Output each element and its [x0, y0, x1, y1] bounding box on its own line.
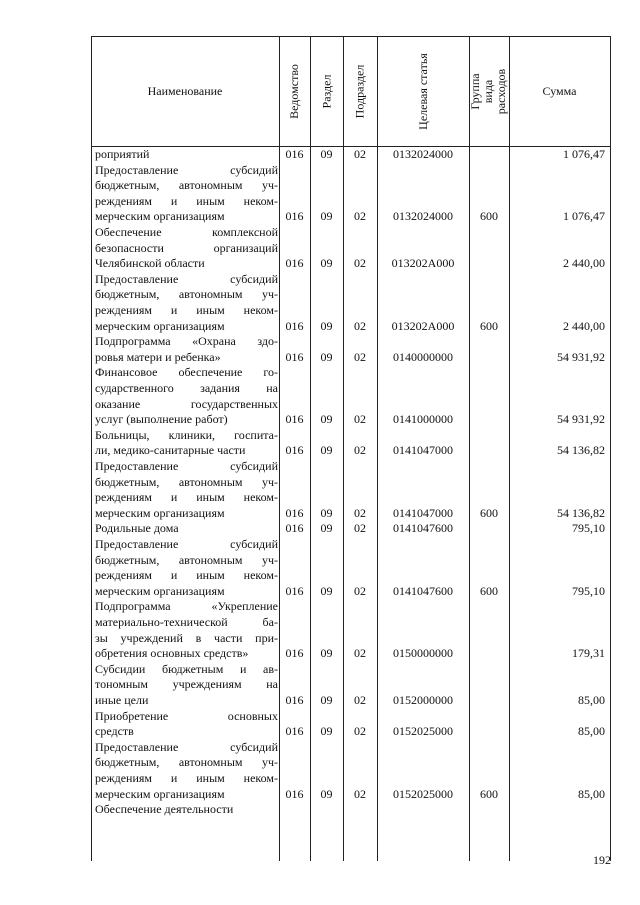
table-row — [91, 709, 611, 740]
row-podrazdel: 02 — [354, 724, 366, 739]
row-name-line: тономным учреждениям на — [95, 677, 278, 692]
row-name — [95, 599, 278, 661]
row-name-line: Подпрограмма «Охрана здо- — [95, 334, 278, 349]
row-podrazdel: 02 — [354, 505, 366, 520]
row-gruppa: 600 — [480, 209, 498, 224]
row-name-line: Предоставление субсидий — [95, 537, 278, 551]
row-razdel: 09 — [320, 209, 333, 224]
row-name — [95, 428, 278, 459]
row-name-line: Приобретение основных — [95, 708, 278, 723]
row-name-line: мерческим организациям — [95, 318, 225, 333]
row-name-line: реждениям и иным неком- — [95, 568, 278, 583]
row-name-line: Предоставление субсидий — [95, 739, 278, 754]
row-name — [95, 802, 278, 818]
row-name-line: оказание государственных — [95, 396, 278, 411]
row-name — [95, 334, 278, 365]
row-celevaya: 013202А000 — [391, 318, 455, 333]
row-name — [95, 147, 278, 163]
row-razdel — [310, 802, 343, 818]
budget-table — [91, 36, 611, 861]
row-name-line: мерческим организациям — [95, 583, 225, 598]
header-vedomstvo — [279, 36, 310, 146]
row-gruppa — [469, 521, 509, 537]
row-summa: 85,00 — [578, 786, 605, 801]
row-vedomstvo: 016 — [285, 443, 304, 458]
row-name — [95, 537, 278, 599]
row-name-line: Субсидии бюджетным и ав- — [95, 661, 278, 676]
table-row — [91, 365, 611, 427]
row-vedomstvo — [279, 802, 310, 818]
row-gruppa — [469, 147, 509, 163]
row-razdel: 09 — [320, 786, 333, 801]
row-name-line: мерческим организациям — [95, 786, 225, 801]
row-name-line: Подпрограмма «Укрепление — [95, 599, 278, 614]
header-vedomstvo-text: Ведомство — [287, 63, 302, 119]
row-vedomstvo: 016 — [285, 583, 304, 598]
row-vedomstvo: 016 — [285, 724, 304, 739]
row-name-line: Больницы, клиники, госпита- — [95, 427, 278, 442]
row-name-line: иные цели — [95, 692, 149, 707]
row-celevaya: 013202А000 — [391, 256, 455, 271]
row-razdel: 09 — [320, 412, 333, 427]
row-gruppa — [469, 350, 509, 366]
row-summa: 795,10 — [572, 521, 605, 536]
row-summa: 1 076,47 — [563, 147, 605, 161]
row-name-line: услуг (выполнение работ) — [95, 412, 228, 427]
row-name-line: бюджетным, автономным уч- — [95, 755, 278, 770]
row-name-line: бюджетным, автономным уч- — [95, 178, 278, 193]
row-gruppa — [469, 443, 509, 459]
row-name-line: Родильные дома — [95, 521, 179, 536]
row-celevaya: 0141047000 — [393, 505, 453, 520]
row-podrazdel: 02 — [354, 147, 366, 161]
row-celevaya: 0132024000 — [393, 209, 453, 224]
row-razdel: 09 — [320, 583, 333, 598]
header-podrazdel-text: Подраздел — [352, 64, 367, 118]
row-celevaya: 0132024000 — [393, 147, 453, 161]
row-podrazdel: 02 — [354, 209, 366, 224]
row-summa — [509, 802, 605, 818]
row-name — [95, 272, 278, 334]
row-razdel: 09 — [320, 693, 333, 707]
row-name-line: средств — [95, 724, 134, 739]
row-summa: 54 931,92 — [557, 349, 605, 364]
row-vedomstvo: 016 — [285, 318, 304, 333]
row-name-line: Финансовое обеспечение го- — [95, 365, 278, 380]
row-summa: 795,10 — [572, 583, 605, 598]
page-number: 192 — [593, 853, 611, 867]
row-name-line: ли, медико-санитарные части — [95, 443, 246, 458]
row-name-line: реждениям и иным неком- — [95, 770, 278, 785]
row-celevaya — [377, 802, 469, 818]
row-celevaya: 0152025000 — [393, 724, 453, 739]
header-gruppa-text: Группа вида расходов — [468, 68, 509, 114]
row-podrazdel: 02 — [354, 412, 366, 427]
row-celevaya: 0141047600 — [393, 521, 453, 536]
row-summa: 54 136,82 — [557, 505, 605, 520]
row-razdel: 09 — [320, 349, 333, 364]
row-vedomstvo: 016 — [285, 349, 304, 364]
row-name — [95, 740, 278, 802]
table-row — [91, 272, 611, 334]
row-razdel: 09 — [320, 724, 333, 739]
table-row — [91, 428, 611, 459]
row-name-line: бюджетным, автономным уч- — [95, 474, 278, 489]
row-name-line: безопасности организаций — [95, 240, 278, 255]
row-celevaya: 0141000000 — [393, 412, 453, 427]
table-row — [91, 521, 611, 537]
header-summa-text: Сумма — [542, 83, 577, 98]
row-podrazdel: 02 — [354, 583, 366, 598]
row-name — [95, 709, 278, 740]
row-podrazdel: 02 — [354, 318, 366, 333]
header-name — [91, 36, 279, 146]
row-podrazdel: 02 — [354, 786, 366, 801]
row-celevaya: 0152025000 — [393, 786, 453, 801]
table-row — [91, 662, 611, 709]
row-vedomstvo: 016 — [285, 256, 304, 271]
row-summa: 1 076,47 — [563, 209, 605, 224]
row-gruppa — [469, 693, 509, 709]
row-name — [95, 365, 278, 427]
header-razdel — [310, 36, 343, 146]
header-celevaya-text: Целевая статья — [415, 52, 430, 130]
row-podrazdel — [343, 802, 377, 818]
row-razdel: 09 — [320, 505, 333, 520]
row-name-line: роприятий — [95, 147, 150, 161]
row-podrazdel: 02 — [354, 521, 366, 536]
header-summa — [509, 36, 610, 146]
row-name-line: Обеспечение комплексной — [95, 225, 278, 239]
row-vedomstvo: 016 — [285, 505, 304, 520]
row-podrazdel: 02 — [354, 256, 366, 271]
header-razdel-text: Раздел — [319, 74, 334, 108]
header-celevaya — [377, 36, 469, 146]
row-vedomstvo: 016 — [285, 646, 304, 661]
table-row — [91, 537, 611, 599]
row-gruppa — [469, 256, 509, 272]
row-gruppa: 600 — [480, 505, 498, 520]
row-summa: 54 931,92 — [557, 412, 605, 427]
table-row — [91, 225, 611, 272]
table-row — [91, 599, 611, 661]
table-row — [91, 802, 611, 818]
row-podrazdel: 02 — [354, 646, 366, 661]
row-celevaya: 0141047600 — [393, 583, 453, 598]
row-name-line: обретения основных средств» — [95, 646, 249, 661]
row-vedomstvo: 016 — [285, 209, 304, 224]
row-name — [95, 459, 278, 521]
row-podrazdel: 02 — [354, 443, 366, 458]
row-name — [95, 225, 278, 272]
row-name-line: бюджетным, автономным уч- — [95, 287, 278, 302]
row-name-line: реждениям и иным неком- — [95, 490, 278, 505]
row-gruppa: 600 — [480, 318, 498, 333]
table-row — [91, 459, 611, 521]
table-row — [91, 147, 611, 163]
row-name — [95, 662, 278, 709]
row-gruppa — [469, 646, 509, 662]
row-vedomstvo: 016 — [285, 693, 304, 707]
header-name-text: Наименование — [147, 83, 223, 98]
row-name-line: Обеспечение деятельности — [95, 802, 234, 817]
row-name-line: ровья матери и ребенка» — [95, 349, 221, 364]
row-celevaya: 0152000000 — [393, 693, 453, 707]
row-razdel: 09 — [320, 443, 333, 458]
row-name-line: бюджетным, автономным уч- — [95, 552, 278, 567]
header-podrazdel — [343, 36, 377, 146]
row-name — [95, 521, 278, 537]
row-celevaya: 0141047000 — [393, 443, 453, 458]
row-razdel: 09 — [320, 147, 333, 161]
row-name-line: Предоставление субсидий — [95, 271, 278, 286]
row-name-line: Челябинской области — [95, 256, 205, 271]
row-summa: 179,31 — [572, 646, 605, 661]
row-name-line: реждениям и иным неком- — [95, 193, 278, 208]
row-razdel: 09 — [320, 256, 333, 271]
row-summa: 85,00 — [578, 724, 605, 739]
row-name — [95, 163, 278, 225]
row-vedomstvo: 016 — [285, 521, 304, 536]
row-vedomstvo: 016 — [285, 147, 304, 161]
table-row — [91, 334, 611, 365]
row-celevaya: 0140000000 — [393, 349, 453, 364]
row-name-line: реждениям и иным неком- — [95, 302, 278, 317]
row-summa: 85,00 — [578, 693, 605, 707]
row-vedomstvo: 016 — [285, 786, 304, 801]
row-gruppa — [469, 802, 509, 818]
row-name-line: материально-технической ба- — [95, 614, 278, 629]
row-name-line: зы учреждений в части при- — [95, 630, 278, 645]
row-podrazdel: 02 — [354, 349, 366, 364]
table-row — [91, 740, 611, 802]
row-razdel: 09 — [320, 521, 333, 536]
row-vedomstvo: 016 — [285, 412, 304, 427]
row-celevaya: 0150000000 — [393, 646, 453, 661]
row-name-line: мерческим организациям — [95, 505, 225, 520]
row-name-line: Предоставление субсидий — [95, 162, 278, 177]
row-gruppa: 600 — [480, 786, 498, 801]
row-name-line: Предоставление субсидий — [95, 459, 278, 473]
table-row — [91, 163, 611, 225]
row-summa: 54 136,82 — [557, 443, 605, 458]
row-summa: 2 440,00 — [563, 318, 605, 333]
row-gruppa — [469, 724, 509, 740]
row-gruppa: 600 — [480, 583, 498, 598]
row-podrazdel: 02 — [354, 693, 366, 707]
header-gruppa — [469, 36, 509, 146]
row-name-line: мерческим организациям — [95, 209, 225, 224]
row-gruppa — [469, 412, 509, 428]
row-name-line: сударственного задания на — [95, 380, 278, 395]
row-summa: 2 440,00 — [563, 256, 605, 271]
row-razdel: 09 — [320, 646, 333, 661]
row-razdel: 09 — [320, 318, 333, 333]
